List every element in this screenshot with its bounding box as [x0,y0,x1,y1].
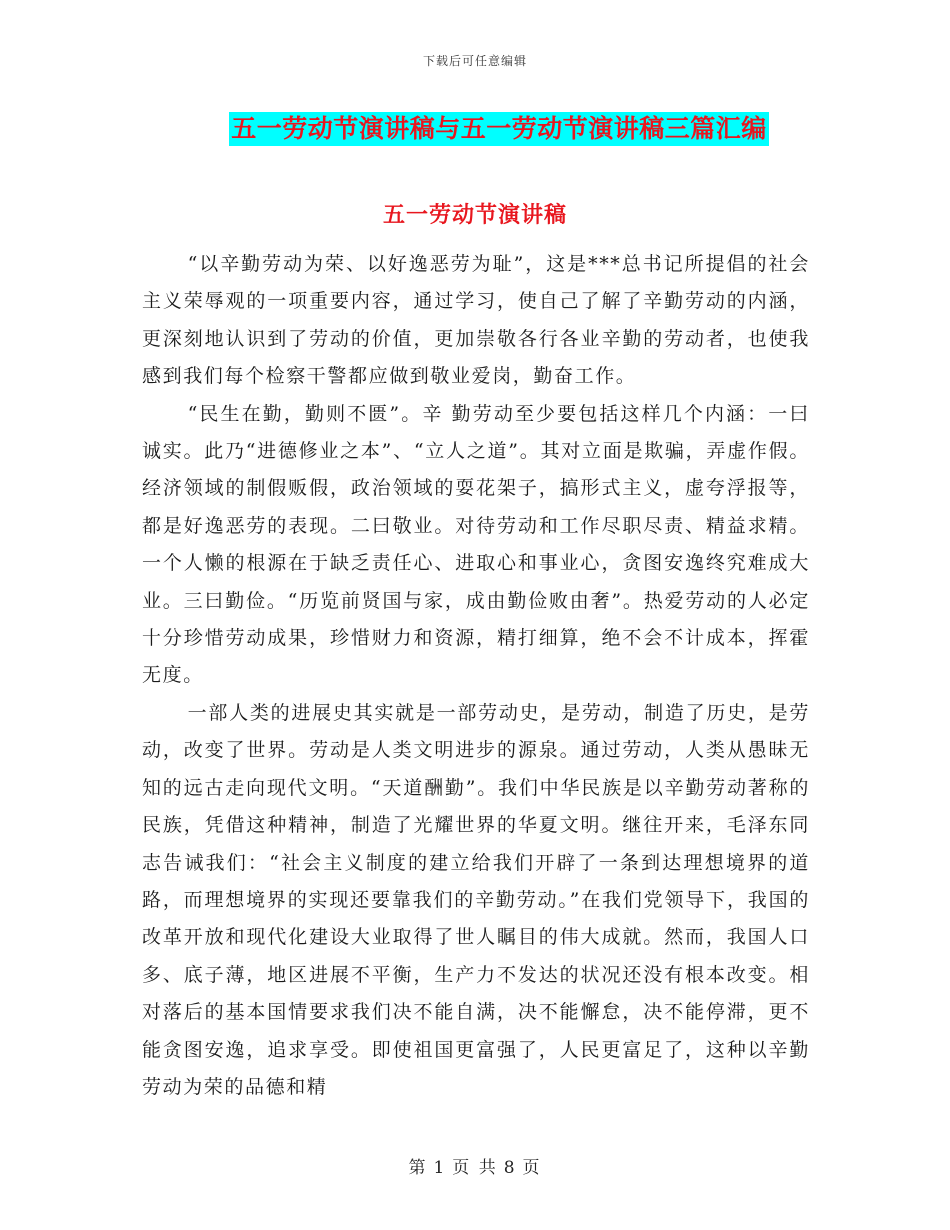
main-title: 五一劳动节演讲稿与五一劳动节演讲稿三篇汇编 [229,112,769,146]
main-title-container [0,112,950,146]
paragraph-3: 一部人类的进展史其实就是一部劳动史，是劳动，制造了历史，是劳动，改变了世界。劳动是人类文明进步的源泉。通过劳动，人类从愚昧无知的远古走向现代文明。“天道酬勤”。我们中华民族是以辛勤劳动著称的民族，凭借这种精神，制造了光耀世界的华夏文明。继往开来，毛泽东同志告诫我们：“社会主义制度的建立给我们开辟了一条到达理想境界的道路，而理想境界的实现还要靠我们的辛勤劳动。”在我们党领导下，我国的改革开放和现代化建设大业取得了世人瞩目的伟大成就。然而，我国人口多、底子薄，地区进展不平衡，生产力不发达的状况还没有根本改变。相对落后的基本国情要求我们决不能自满，决不能懈怠，决不能停滞，更不能贪图安逸，追求享受。即使祖国更富强了，人民更富足了，这种以辛勤劳动为荣的品德和精 [142,701,810,1098]
page-footer [0,1153,950,1178]
footer-total-pages: 8 [503,1158,517,1178]
section-title: 五一劳动节演讲稿 [382,202,567,228]
paragraph-2: “民生在勤，勤则不匮”。辛 勤劳动至少要包括这样几个内涵：一曰诚实。此乃“进德修业之本”、“立人之道”。其对立面是欺骗，弄虚作假。经济领域的制假贩假，政治领域的耍花架子，搞形式主义，虚夸浮报等，都是好逸恶劳的表现。二曰敬业。对待劳动和工作尽职尽责、精益求精。一个人懒的根源在于缺乏责任心、进取心和事业心，贪图安逸终究难成大业。三曰勤俭。“历览前贤国与家，成由勤俭败由奢”。热爱劳动的人必定十分珍惜劳动成果，珍惜财力和资源，精打细算，绝不会不计成本，挥霍无度。 [142,402,810,687]
footer-prefix: 第 [408,1158,428,1178]
footer-page-number: 1 [433,1158,447,1178]
footer-suffix: 页 [522,1158,542,1178]
paragraph-1: “以辛勤劳动为荣、以好逸恶劳为耻”，这是***总书记所提倡的社会主义荣辱观的一项重要内容，通过学习，使自己了解了辛勤劳动的内涵，更深刻地认识到了劳动的价值，更加崇敬各行各业辛勤的劳动者，也使我感到我们每个检察干警都应做到敬业爱岗，勤奋工作。 [142,253,810,388]
body-text [142,246,810,1106]
footer-middle: 页 共 [452,1158,498,1178]
header-note: 下载后可任意编辑 [422,54,527,68]
